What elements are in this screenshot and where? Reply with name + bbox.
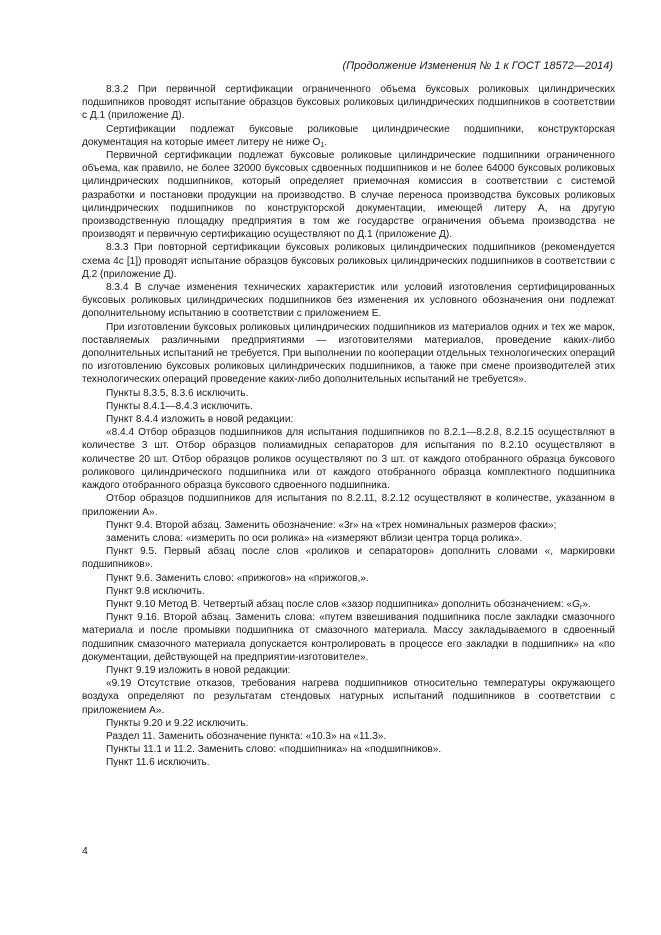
paragraph-end: . bbox=[324, 136, 328, 148]
paragraph-materials: При изготовлении буксовых роликовых цилиндрических подшипников из материалов одних и тех же марок, поставляемых различными предприятиями — изготовителями материалов, проведение каких-либо дополнительных испытаний не требуется. При выполнении по кооперации отдельных технологических операций по изготовлению буксовых роликовых цилиндрических подшипников, а также при смене производителей этих технологических операций проведение каких-либо дополнительных испытаний не требуется». bbox=[82, 321, 615, 386]
paragraph-8-3-2: 8.3.2 При первичной сертификации ограниченного объема буксовых роликовых цилиндрических подшипников проводят испытание образцов буксовых роликовых цилиндрических подшипников в соответствии с Д.1 (приложение Д). bbox=[82, 84, 615, 122]
document-body bbox=[82, 83, 615, 770]
paragraph-text: Сертификации подлежат буксовые роликовые цилиндрические подшипники, конструкторская документация на которые имеет литеру не ниже О bbox=[82, 123, 615, 148]
paragraph-8-4-4-text: «8.4.4 Отбор образцов подшипников для испытания подшипников по 8.2.1—8.2.8, 8.2.15 осуществляют в количестве 3 шт. Отбор образцов полиамидных сепараторов для испытания по 8.2.10 осуществляют в количестве 20 шт. Отбор образцов роликов осуществляют по 3 шт. от каждого отобранного образца буксового роликового цилиндрического подшипника или от каждого отобранного образца комплектного подшипника каждого отобранного образца буксового сдвоенного подшипника. bbox=[82, 427, 615, 492]
paragraph-8-3-5-delete: Пункты 8.3.5, 8.3.6 исключить. bbox=[106, 387, 249, 399]
paragraph-primary-certification: Первичной сертификации подлежат буксовые роликовые цилиндрические подшипники ограниченного объема, как правило, не более 32000 буксовых сдвоенных подшипников и не более 64000 буксовых роликовых цилиндрических подшипников, который определяет приемочная комиссия в соответствии с системой разработки и постановки продукции на производство. В случае переноса производства буксовых роликовых цилиндрических подшипников по конструкторской документации, имеющей литеру А, на другую производственную площадку предприятия в том же государстве ограничения объема производства не производят и первичную сертификацию осуществляют по Д.1 (приложение Д). bbox=[82, 150, 615, 241]
paragraph-9-5: Пункт 9.5. Первый абзац после слов «роликов и сепараторов» дополнить словами «, маркировки подшипников». bbox=[82, 546, 615, 571]
gap-symbol: G bbox=[572, 598, 580, 610]
paragraph-8-3-4: 8.3.4 В случае изменения технических характеристик или условий изготовления сертифицированных буксовых роликовых цилиндрических подшипников без изменения их условного обозначения они подлежат дополнительному испытанию в соответствии с приложением Е. bbox=[82, 282, 615, 320]
paragraph-9-4-words: заменить слова: «измерить по оси ролика» на «измеряют вблизи центра торца ролика». bbox=[106, 532, 523, 544]
paragraph-sampling: Отбор образцов подшипников для испытания по 8.2.11, 8.2.12 осуществляют в количестве, указанном в приложении А». bbox=[82, 493, 615, 518]
paragraph-9-10 bbox=[82, 598, 615, 611]
paragraph-11-6: Пункт 11.6 исключить. bbox=[106, 757, 210, 769]
litera-subscript: 1 bbox=[320, 141, 325, 149]
paragraph-9-8: Пункт 9.8 исключить. bbox=[106, 585, 205, 597]
paragraph-certification-scope bbox=[82, 123, 615, 149]
paragraph-text: Пункт 9.10 Метод В. Четвертый абзац после слов «зазор подшипника» дополнить обозначением: « bbox=[106, 598, 573, 610]
paragraph-9-20-delete: Пункты 9.20 и 9.22 исключить. bbox=[106, 717, 249, 729]
paragraph-9-4: Пункт 9.4. Второй абзац. Заменить обозначение: «3r» на «трех номинальных размеров фаски»; bbox=[106, 519, 557, 531]
paragraph-9-19-text: «9.19 Отсутствие отказов, требования нагрева подшипников относительно температуры окружающего воздуха определяют по результатам стендовых натурных испытаний подшипников в соответствии с приложением А». bbox=[82, 678, 615, 716]
paragraph-8-4-4-intro: Пункт 8.4.4 изложить в новой редакции: bbox=[106, 414, 294, 426]
paragraph-8-4-1-delete: Пункты 8.4.1—8.4.3 исключить. bbox=[106, 400, 253, 412]
gap-symbol-subscript: r bbox=[579, 603, 583, 611]
paragraph-9-16: Пункт 9.16. Второй абзац. Заменить слова: «путем взвешивания подшипника после закладки смазочного материала и после промывки подшипника от смазочного материала. Массу закладываемого в сдвоенный подшипник смазочного материала допускается контролировать в процессе его закладки в подшипник» на «по документации, действующей на предприятии-изготовителе». bbox=[82, 612, 615, 663]
paragraph-8-3-3: 8.3.3 При повторной сертификации буксовых роликовых цилиндрических подшипников (рекомендуется схема 4с [1]) проводят испытание образцов буксовых роликовых цилиндрических подшипников в соответствии с Д.2 (приложение Д). bbox=[82, 242, 615, 280]
paragraph-11-1: Пункты 11.1 и 11.2. Заменить слово: «подшипника» на «подшипников». bbox=[106, 744, 442, 756]
paragraph-9-6: Пункт 9.6. Заменить слово: «прижогов» на «прижогов,». bbox=[106, 572, 369, 584]
page-number: 4 bbox=[82, 845, 88, 857]
running-head: (Продолжение Изменения № 1 к ГОСТ 18572—2014) bbox=[342, 60, 613, 72]
paragraph-end: ». bbox=[582, 598, 591, 610]
paragraph-section-11: Раздел 11. Заменить обозначение пункта: «10.3» на «11.3». bbox=[106, 730, 387, 742]
paragraph-9-19-intro: Пункт 9.19 изложить в новой редакции: bbox=[106, 664, 291, 676]
